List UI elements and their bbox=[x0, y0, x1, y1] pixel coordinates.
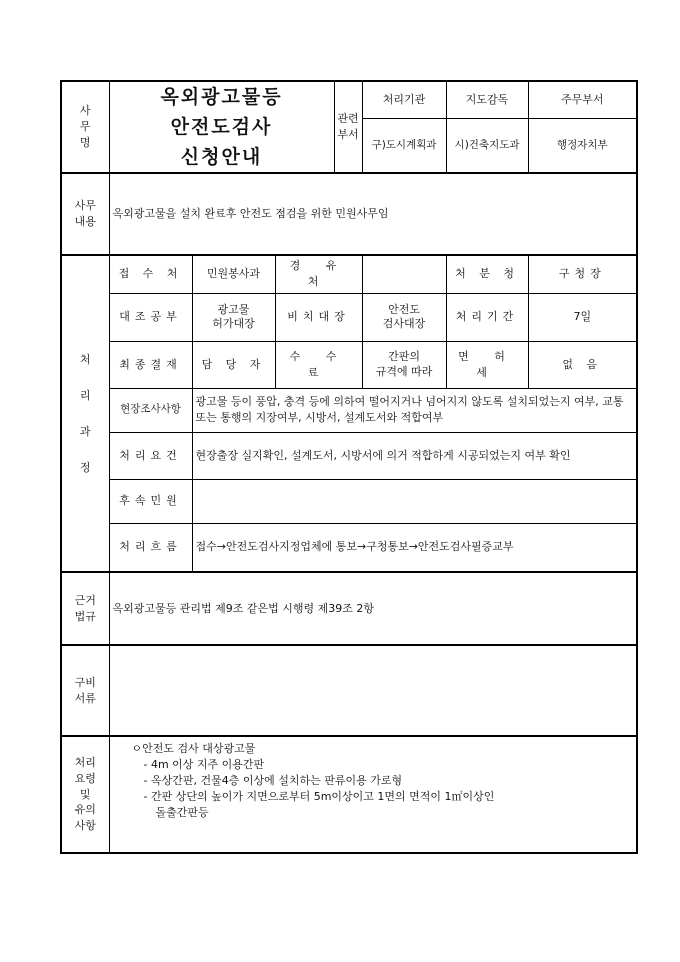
page-title: 옥외광고물등 안전도검사 신청안내 bbox=[109, 81, 334, 173]
notes-item: 돌출간판등 bbox=[155, 806, 209, 819]
ledger-label: 대조공부 bbox=[109, 293, 192, 341]
main-dept-value: 행정자치부 bbox=[528, 119, 637, 173]
documents-label: 구비 서류 bbox=[61, 645, 109, 736]
work-content: 옥외광고물을 설치 완료후 안전도 점검을 위한 민원사무임 bbox=[109, 173, 637, 255]
final-approval-label: 최종결재 bbox=[109, 341, 192, 388]
work-label: 사무 내용 bbox=[61, 173, 109, 255]
followup-label: 후속민원 bbox=[109, 479, 192, 523]
via-label: 경 유 처 bbox=[275, 255, 362, 293]
survey-label: 현장조사사항 bbox=[109, 388, 192, 432]
notes-item: - 옥상간판, 건물4층 이상에 설치하는 판류이용 가로형 bbox=[143, 774, 403, 787]
period-value: 7일 bbox=[528, 293, 637, 341]
survey-text: 광고물 등이 풍압, 충격 등에 의하여 떨어지거나 넘어지지 않도록 설치되었는지 여부, 교통 또는 통행의 지장여부, 시방서, 설계도서와 적합여부 bbox=[192, 388, 637, 432]
handling-agency-header: 처리기관 bbox=[362, 81, 446, 119]
license-tax-label: 면 허 세 bbox=[446, 341, 528, 388]
fee-label: 수 수 료 bbox=[275, 341, 362, 388]
notes-content bbox=[109, 736, 637, 853]
flow-label: 처리흐름 bbox=[109, 523, 192, 572]
process-label: 처 리 과 정 bbox=[61, 255, 109, 572]
related-dept-label: 관련 부서 bbox=[334, 81, 362, 173]
license-tax-value: 없 음 bbox=[528, 341, 637, 388]
disposition-value: 구청장 bbox=[528, 255, 637, 293]
register-label: 비치대장 bbox=[275, 293, 362, 341]
documents-content bbox=[109, 645, 637, 736]
application-guide-table bbox=[60, 80, 638, 854]
notes-heading: ㅇ안전도 검사 대상광고물 bbox=[131, 742, 256, 755]
notes-item: - 간판 상단의 높이가 지면으로부터 5m이상이고 1면의 면적이 1㎡이상인 bbox=[143, 790, 495, 803]
supervision-header: 지도감독 bbox=[446, 81, 528, 119]
basis-content: 옥외광고물등 관리법 제9조 같은법 시행령 제39조 2항 bbox=[109, 572, 637, 645]
final-approval-value: 담 당 자 bbox=[192, 341, 275, 388]
requirement-text: 현장출장 실지확인, 설계도서, 시방서에 의거 적합하게 시공되었는지 여부 확인 bbox=[192, 432, 637, 479]
office-label: 사 무 명 bbox=[61, 81, 109, 173]
requirement-label: 처리요건 bbox=[109, 432, 192, 479]
reception-label: 접 수 처 bbox=[109, 255, 192, 293]
register-value: 안전도 검사대장 bbox=[362, 293, 446, 341]
main-dept-header: 주무부서 bbox=[528, 81, 637, 119]
via-value bbox=[362, 255, 446, 293]
basis-label: 근거 법규 bbox=[61, 572, 109, 645]
ledger-value: 광고물 허가대장 bbox=[192, 293, 275, 341]
notes-label: 처리 요령 및 유의 사항 bbox=[61, 736, 109, 853]
followup-text bbox=[192, 479, 637, 523]
disposition-label: 처 분 청 bbox=[446, 255, 528, 293]
notes-item: - 4m 이상 지주 이용간판 bbox=[143, 758, 265, 771]
period-label: 처리기간 bbox=[446, 293, 528, 341]
flow-text: 접수→안전도검사지정업체에 통보→구청통보→안전도검사필증교부 bbox=[192, 523, 637, 572]
fee-value: 간판의 규격에 따라 bbox=[362, 341, 446, 388]
reception-value: 민원봉사과 bbox=[192, 255, 275, 293]
handling-agency-value: 구)도시계획과 bbox=[362, 119, 446, 173]
supervision-value: 시)건축지도과 bbox=[446, 119, 528, 173]
